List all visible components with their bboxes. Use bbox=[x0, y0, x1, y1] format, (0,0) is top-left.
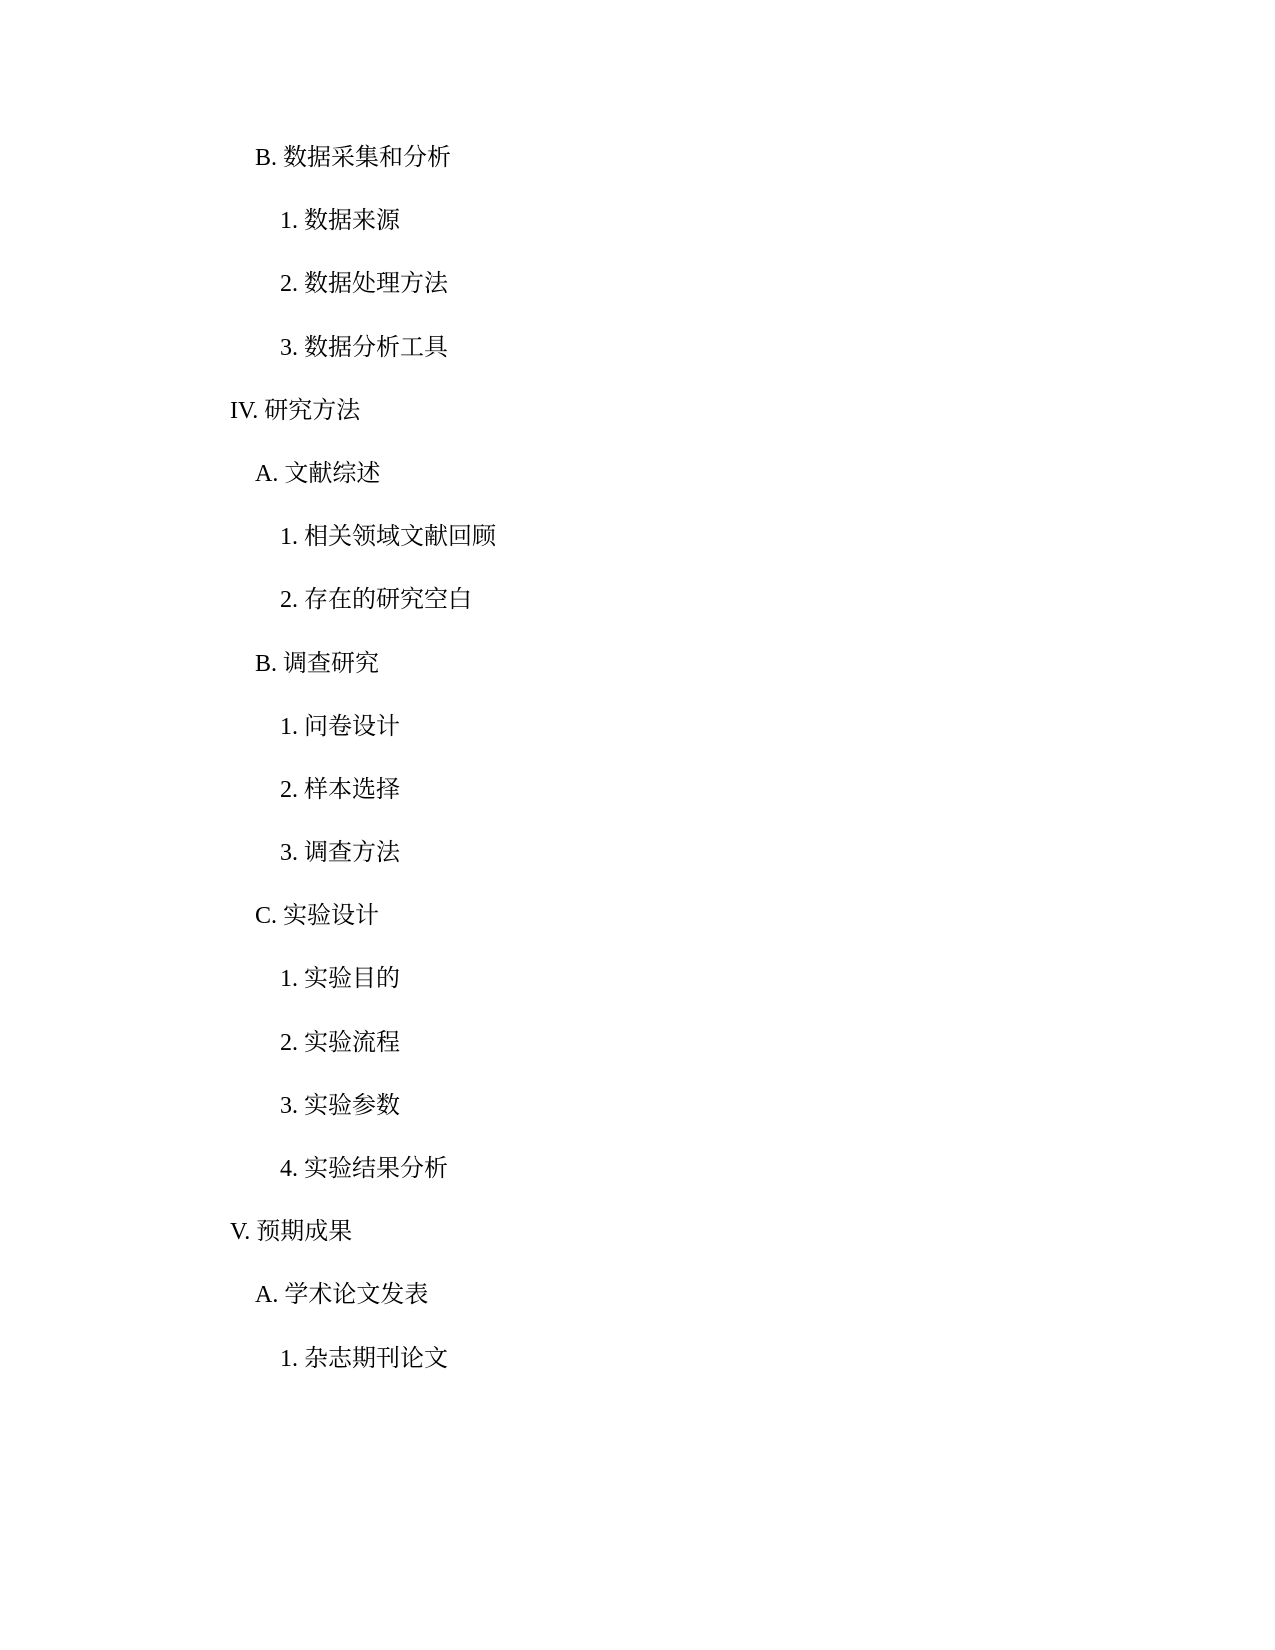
outline-item-chapter: IV. 研究方法 bbox=[230, 397, 361, 424]
outline-item-subsection: 2. 存在的研究空白 bbox=[280, 587, 472, 614]
outline-item-section: B. 调查研究 bbox=[255, 650, 380, 677]
outline-item-section: A. 文献综述 bbox=[255, 460, 381, 487]
outline-item-section: A. 学术论文发表 bbox=[255, 1282, 429, 1309]
outline-item-section: B. 数据采集和分析 bbox=[255, 145, 452, 171]
outline-item-subsection: 1. 实验目的 bbox=[280, 966, 400, 993]
outline-item-chapter: V. 预期成果 bbox=[230, 1219, 353, 1246]
outline-list bbox=[0, 138, 1275, 1402]
outline-item-subsection: 2. 样本选择 bbox=[280, 776, 400, 803]
outline-item-subsection: 1. 杂志期刊论文 bbox=[280, 1345, 448, 1372]
outline-item-subsection: 3. 实验参数 bbox=[280, 1092, 400, 1119]
outline-item-subsection: 2. 数据处理方法 bbox=[280, 271, 448, 298]
outline-item-subsection: 3. 数据分析工具 bbox=[280, 334, 448, 361]
outline-item-subsection: 1. 问卷设计 bbox=[280, 713, 400, 740]
outline-item-subsection: 1. 相关领域文献回顾 bbox=[280, 524, 496, 551]
outline-item-subsection: 4. 实验结果分析 bbox=[280, 1156, 448, 1182]
outline-item-subsection: 2. 实验流程 bbox=[280, 1029, 400, 1056]
outline-item-subsection: 1. 数据来源 bbox=[280, 208, 400, 235]
outline-item-section: C. 实验设计 bbox=[255, 903, 380, 930]
outline-item-subsection: 3. 调查方法 bbox=[280, 840, 400, 867]
